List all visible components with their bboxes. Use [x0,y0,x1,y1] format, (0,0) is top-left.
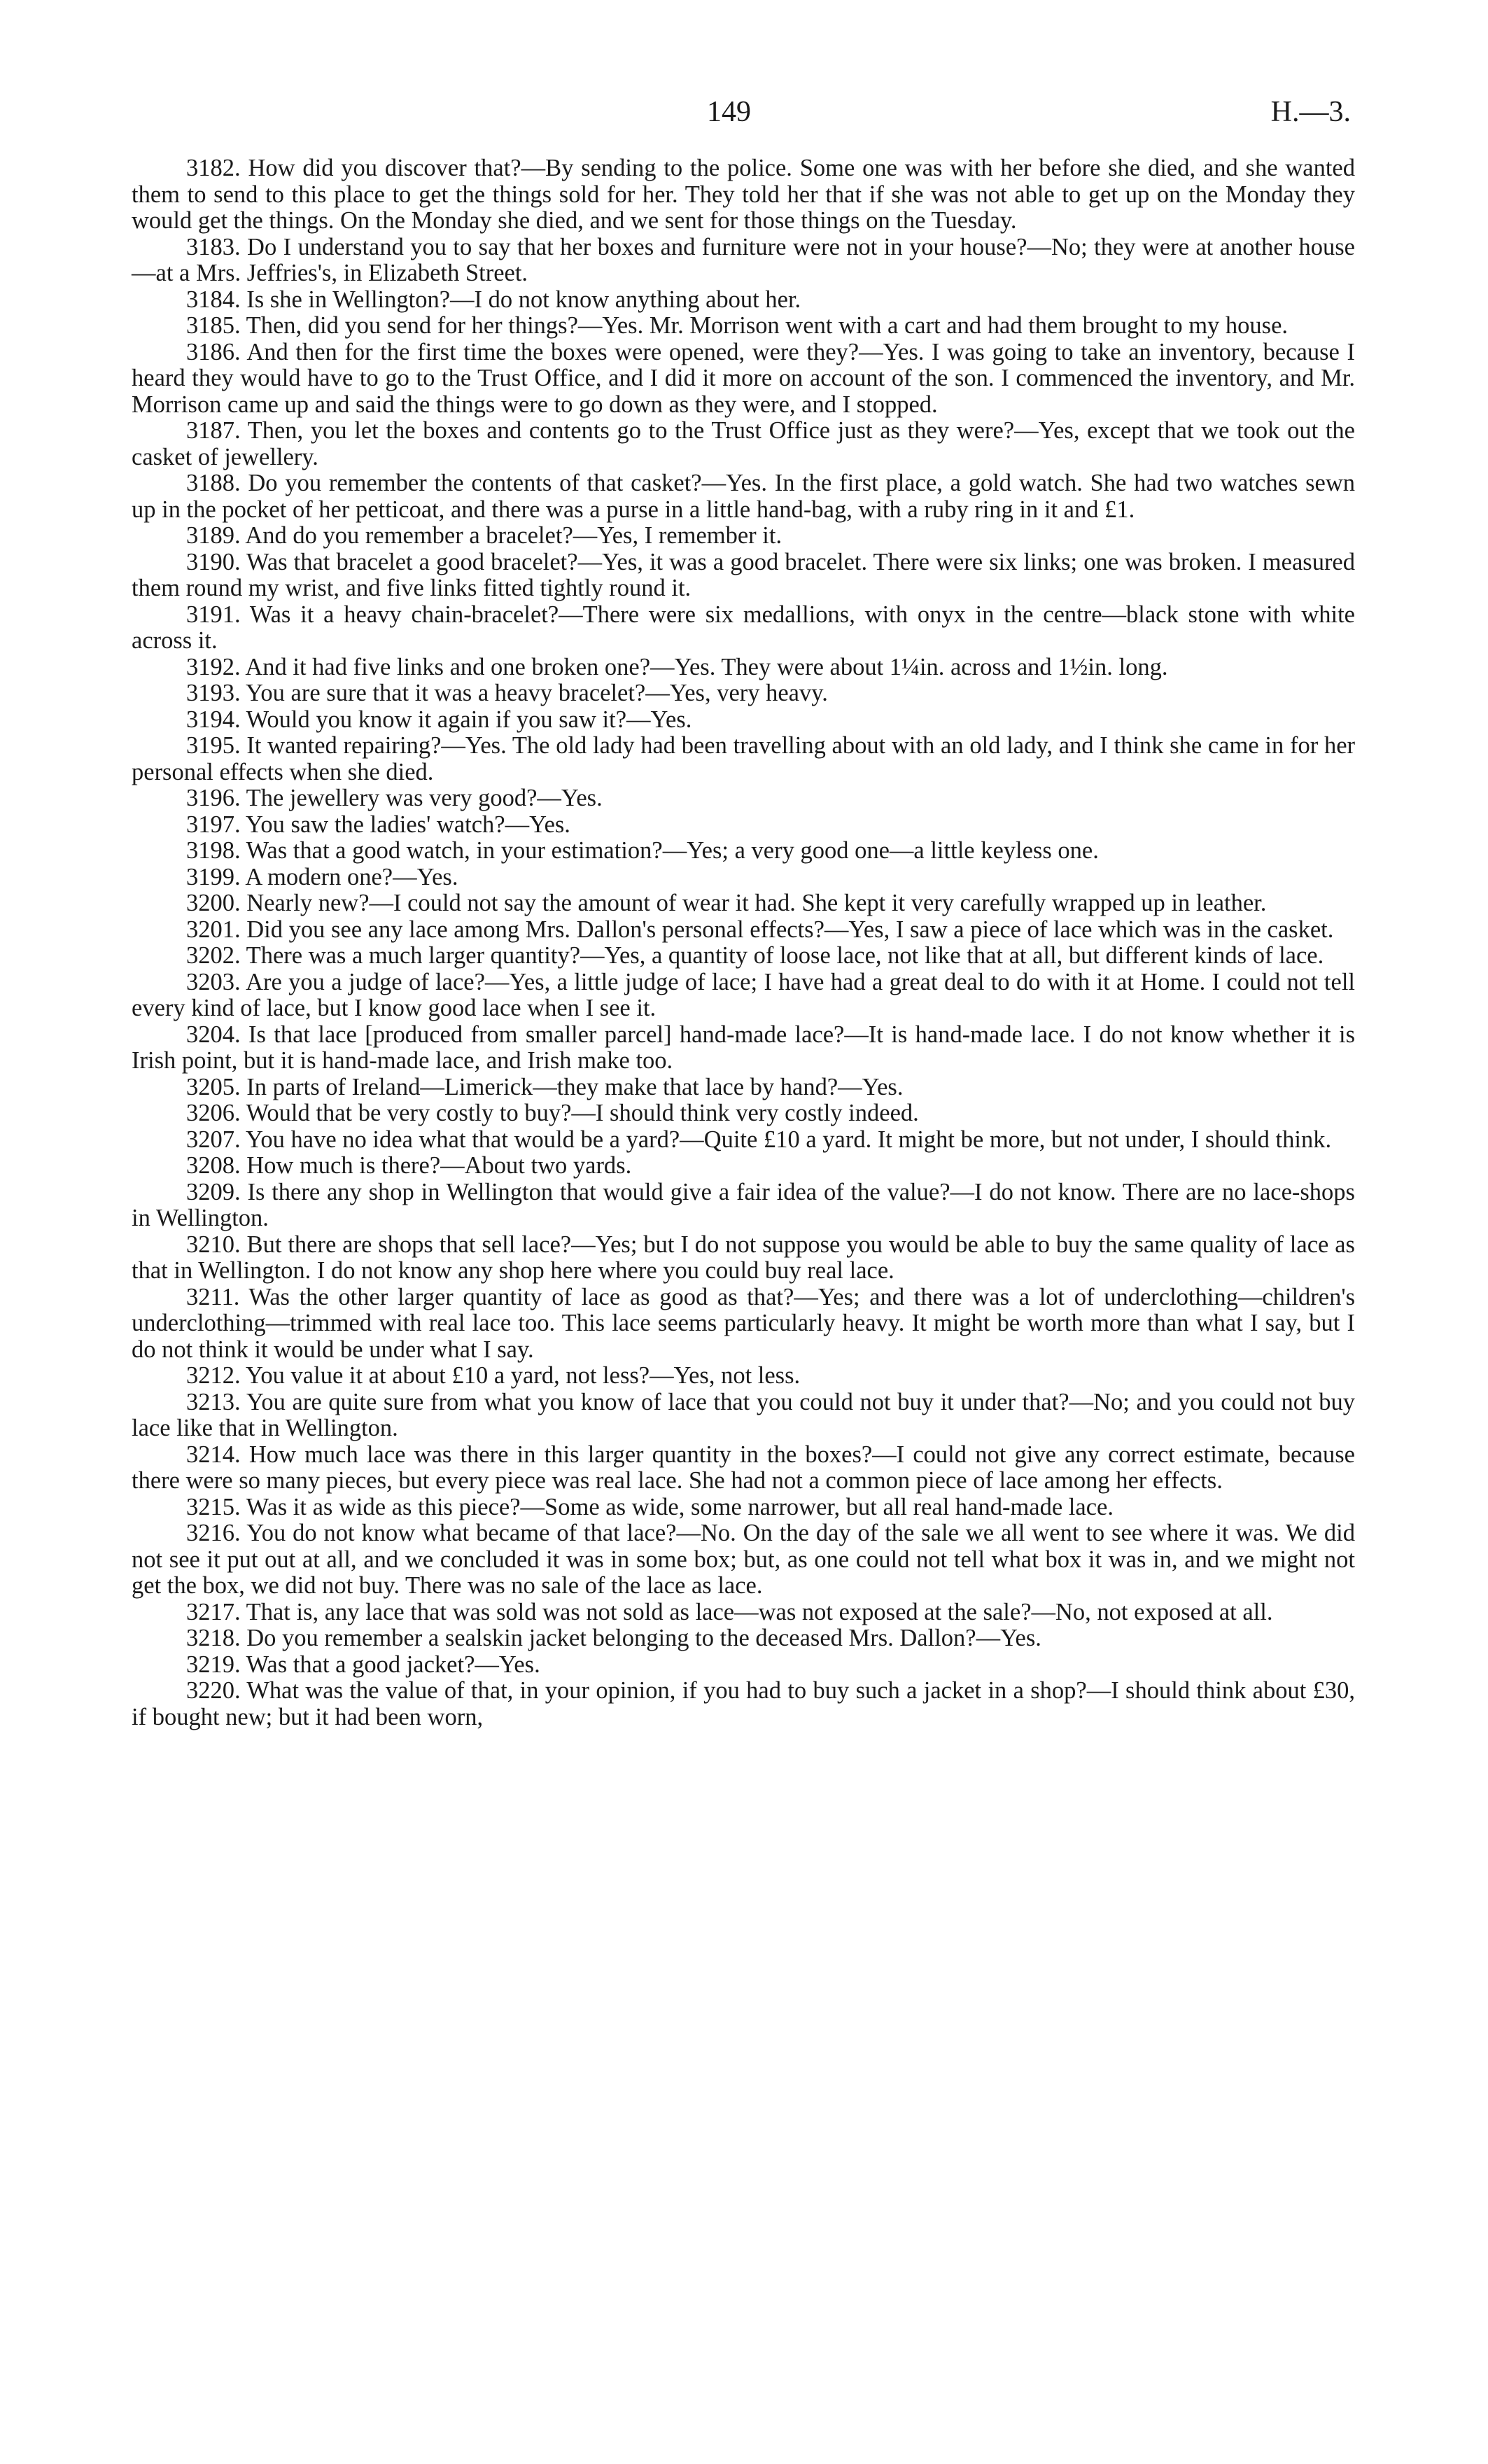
question-answer-paragraph: 3201. Did you see any lace among Mrs. Dallon's personal effects?—Yes, I saw a piece of lace which was in the casket. [186,916,1334,943]
question-answer-paragraph: 3200. Nearly new?—I could not say the amount of wear it had. She kept it very carefully wrapped up in leather. [186,890,1267,916]
question-answer-paragraph: 3219. Was that a good jacket?—Yes. [186,1651,540,1678]
question-answer-paragraph: 3202. There was a much larger quantity?—Yes, a quantity of loose lace, not like that at all, but different kinds of lace. [186,942,1324,969]
question-answer-paragraph: 3186. And then for the first time the boxes were opened, were they?—Yes. I was going to take an inventory, because I heard they would have to go to the Trust Office, and I did it more on account of the son. I commenced the inventory, and Mr. Morrison came up and said the things were to go down as they were, and I stopped. [132,338,1355,418]
question-answer-paragraph: 3207. You have no idea what that would be a yard?—Quite £10 a yard. It might be more, but not under, I should think. [186,1126,1332,1153]
question-answer-paragraph: 3196. The jewellery was very good?—Yes. [186,785,603,811]
question-answer-paragraph: 3216. You do not know what became of that lace?—No. On the day of the sale we all went to see where it was. We did not see it put out at all, and we concluded it was in some box; but, as one could not tell what box it was in, and we might not get the box, we did not buy. There was no sale of the lace as lace. [132,1520,1355,1599]
question-answer-paragraph: 3189. And do you remember a bracelet?—Yes, I remember it. [186,522,782,549]
question-answer-paragraph: 3197. You saw the ladies' watch?—Yes. [186,811,570,838]
question-answer-paragraph: 3210. But there are shops that sell lace?—Yes; but I do not suppose you would be able to buy the same quality of lace as that in Wellington. I do not know any shop here where you could buy real lace. [132,1231,1355,1284]
document-reference: H.—3. [1270,96,1351,128]
question-answer-paragraph: 3184. Is she in Wellington?—I do not know anything about her. [186,286,801,313]
question-answer-paragraph: 3211. Was the other larger quantity of lace as good as that?—Yes; and there was a lot of underclothing—children's underclothing—trimmed with real lace too. This lace seems particularly heavy. It might be worth more than what I say, but I do not think it would be under what I say. [132,1283,1355,1363]
evidence-text [132,155,1355,1730]
question-answer-paragraph: 3193. You are sure that it was a heavy bracelet?—Yes, very heavy. [186,680,828,706]
question-answer-paragraph: 3195. It wanted repairing?—Yes. The old lady had been travelling about with an old lady, and I think she came in for her personal effects when she died. [132,732,1355,785]
question-answer-paragraph: 3183. Do I understand you to say that her boxes and furniture were not in your house?—No; they were at another house—at a Mrs. Jeffries's, in Elizabeth Street. [132,233,1355,286]
question-answer-paragraph: 3215. Was it as wide as this piece?—Some as wide, some narrower, but all real hand-made lace. [186,1493,1114,1520]
question-answer-paragraph: 3187. Then, you let the boxes and contents go to the Trust Office just as they were?—Yes, except that we took out the casket of jewellery. [132,417,1355,470]
question-answer-paragraph: 3209. Is there any shop in Wellington that would give a fair idea of the value?—I do not know. There are no lace-shops in Wellington. [132,1178,1355,1231]
question-answer-paragraph: 3204. Is that lace [produced from smaller parcel] hand-made lace?—It is hand-made lace. I do not know whether it is Irish point, but it is hand-made lace, and Irish make too. [132,1021,1355,1074]
question-answer-paragraph: 3205. In parts of Ireland—Limerick—they make that lace by hand?—Yes. [186,1073,904,1100]
question-answer-paragraph: 3185. Then, did you send for her things?—Yes. Mr. Morrison went with a cart and had them brought to my house. [186,312,1289,339]
question-answer-paragraph: 3191. Was it a heavy chain-bracelet?—There were six medallions, with onyx in the centre—black stone with white across it. [132,601,1355,654]
question-answer-paragraph: 3188. Do you remember the contents of that casket?—Yes. In the first place, a gold watch. She had two watches sewn up in the pocket of her petticoat, and there was a purse in a little hand-bag, with a ruby ring in it and £1. [132,470,1355,523]
question-answer-paragraph: 3208. How much is there?—About two yards. [186,1152,632,1179]
question-answer-paragraph: 3218. Do you remember a sealskin jacket belonging to the deceased Mrs. Dallon?—Yes. [186,1625,1041,1651]
question-answer-paragraph: 3203. Are you a judge of lace?—Yes, a little judge of lace; I have had a great deal to do with it at Home. I could not tell every kind of lace, but I know good lace when I see it. [132,968,1355,1021]
question-answer-paragraph: 3206. Would that be very costly to buy?—I should think very costly indeed. [186,1100,919,1126]
question-answer-paragraph: 3194. Would you know it again if you saw it?—Yes. [186,706,692,733]
question-answer-paragraph: 3213. You are quite sure from what you know of lace that you could not buy it under that?—No; and you could not buy lace like that in Wellington. [132,1388,1355,1441]
question-answer-paragraph: 3192. And it had five links and one broken one?—Yes. They were about 1¼in. across and 1½in. long. [186,653,1168,680]
question-answer-paragraph: 3198. Was that a good watch, in your estimation?—Yes; a very good one—a little keyless one. [186,837,1099,864]
page-number: 149 [707,96,751,128]
question-answer-paragraph: 3212. You value it at about £10 a yard, not less?—Yes, not less. [186,1362,801,1389]
question-answer-paragraph: 3190. Was that bracelet a good bracelet?—Yes, it was a good bracelet. There were six links; one was broken. I measured them round my wrist, and five links fitted tightly round it. [132,548,1355,601]
question-answer-paragraph: 3182. How did you discover that?—By sending to the police. Some one was with her before she died, and she wanted them to send to this place to get the things sold for her. They told her that if she was not able to get up on the Monday they would get the things. On the Monday she died, and we sent for those things on the Tuesday. [132,155,1355,234]
question-answer-paragraph: 3220. What was the value of that, in your opinion, if you had to buy such a jacket in a shop?—I should think about £30, if bought new; but it had been worn, [132,1677,1355,1730]
question-answer-paragraph: 3217. That is, any lace that was sold was not sold as lace—was not exposed at the sale?—No, not exposed at all. [186,1598,1273,1625]
question-answer-paragraph: 3199. A modern one?—Yes. [186,863,458,890]
page-header [0,95,1488,137]
question-answer-paragraph: 3214. How much lace was there in this larger quantity in the boxes?—I could not give any correct estimate, because there were so many pieces, but every piece was real lace. She had not a common piece of lace among her effects. [132,1441,1355,1494]
